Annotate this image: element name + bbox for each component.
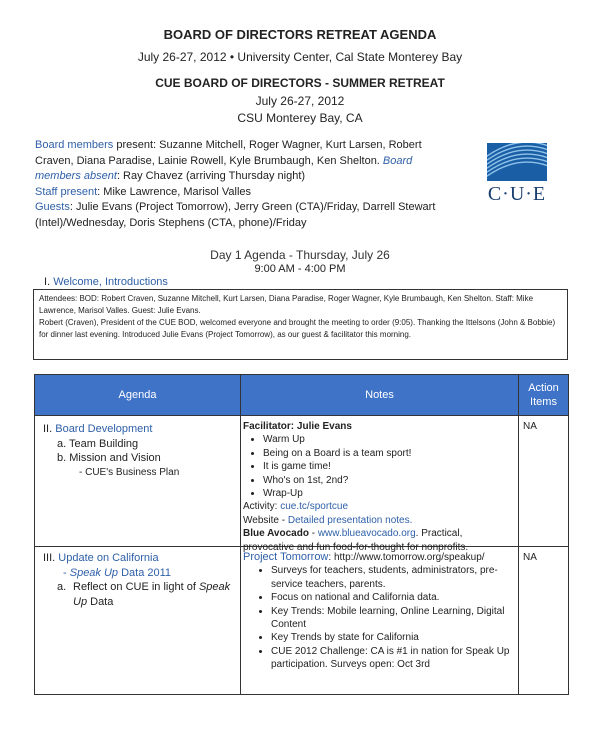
board-absent-text: : Ray Chavez (arriving Thursday night) bbox=[116, 170, 306, 183]
board-members-label: Board members bbox=[35, 139, 114, 151]
logo-graphic bbox=[487, 143, 547, 181]
row1-item-letter: a. bbox=[57, 437, 67, 450]
document-subtitle: July 26-27, 2012 • University Center, Cal State Monterey Bay bbox=[137, 50, 463, 64]
row1-website bbox=[243, 514, 515, 527]
day1-heading: Day 1 Agenda - Thursday, July 26 bbox=[210, 248, 390, 262]
day1-time: 9:00 AM - 4:00 PM bbox=[254, 263, 346, 275]
row1-item-letter: b. bbox=[57, 452, 67, 464]
notes-header: Notes bbox=[241, 375, 518, 415]
presentation-notes-link[interactable]: Detailed presentation notes. bbox=[287, 514, 413, 526]
blueavocado-link[interactable]: www.blueavocado.org bbox=[317, 528, 416, 540]
activity-link[interactable]: cue.tc/sportcue bbox=[280, 501, 349, 513]
row2-sub-rest: Data 2011 bbox=[118, 566, 172, 579]
staff-label: Staff present bbox=[35, 185, 98, 198]
attendance-block bbox=[35, 138, 455, 232]
row1-item bbox=[43, 451, 238, 466]
list-item: • Being on a Board is a team sport! bbox=[263, 447, 515, 460]
row1-item bbox=[43, 437, 238, 452]
avocado-text: . Practical, provocative and fun food-for-thought for nonprofits. bbox=[243, 528, 469, 553]
retreat-location: CSU Monterey Bay, CA bbox=[237, 111, 363, 125]
row1-item-text: Mission and Vision bbox=[69, 452, 161, 464]
retreat-title: CUE BOARD OF DIRECTORS - SUMMER RETREAT bbox=[155, 76, 445, 90]
row1-subitem: - CUE's Business Plan bbox=[79, 466, 180, 478]
row2-sub-dash: - bbox=[63, 566, 70, 579]
row1-facilitator: Facilitator: Julie Evans bbox=[243, 421, 352, 432]
row1-item-text: Team Building bbox=[69, 437, 139, 450]
agenda-table bbox=[34, 374, 569, 695]
website-label: Website - bbox=[243, 514, 288, 526]
action-header: Action Items bbox=[519, 375, 568, 415]
avocado-dash: - bbox=[308, 528, 318, 540]
agenda-header: Agenda bbox=[35, 375, 240, 415]
row1-numeral: II. bbox=[43, 423, 53, 435]
document-title: BOARD OF DIRECTORS RETREAT AGENDA bbox=[163, 27, 437, 42]
retreat-dates: July 26-27, 2012 bbox=[255, 94, 345, 108]
row2-item-letter: a. bbox=[57, 581, 67, 593]
row1-action: NA bbox=[523, 421, 537, 432]
row2-notes bbox=[243, 551, 515, 672]
list-item: • Focus on national and California data. bbox=[271, 591, 515, 604]
list-item: • Key Trends: Mobile learning, Online Learning, Digital Content bbox=[271, 605, 515, 632]
column-divider bbox=[518, 375, 519, 694]
list-item: • Surveys for teachers, students, administrators, pre-service teachers, parents. bbox=[271, 564, 515, 591]
row1-agenda bbox=[43, 422, 238, 480]
row2-item-text bbox=[73, 580, 233, 609]
row2-numeral: III. bbox=[43, 552, 56, 564]
row2-item bbox=[43, 580, 238, 609]
list-item: • Wrap-Up bbox=[263, 487, 515, 500]
row2-item-text-2: Data bbox=[87, 595, 114, 608]
row-divider bbox=[35, 415, 568, 416]
avocado-label: Blue Avocado bbox=[243, 528, 309, 540]
row2-sub-italic: Speak Up bbox=[69, 566, 119, 579]
row1-title-text: Board Development bbox=[55, 423, 153, 435]
row2-item-text-1: Reflect on CUE in light of bbox=[73, 581, 199, 593]
board-members-text: present: Suzanne Mitchell, Roger Wagner, Kurt Larsen, Robert Craven, Diana Paradise, Lainie Rowell, Kyle Brumbaugh, Ken Shelton. bbox=[35, 139, 422, 167]
column-divider bbox=[240, 375, 241, 694]
guests-label: Guests bbox=[35, 201, 70, 214]
list-item: • Warm Up bbox=[263, 433, 515, 446]
row1-activity bbox=[243, 500, 515, 513]
row2-item-italic: Speak Up bbox=[73, 581, 231, 608]
list-item: • Who's on 1st, 2nd? bbox=[263, 474, 515, 487]
activity-label: Activity: bbox=[243, 501, 281, 513]
board-absent-label: Board members absent bbox=[35, 154, 413, 183]
cue-logo bbox=[487, 143, 547, 209]
project-tomorrow-url: : http://www.tomorrow.org/speakup/ bbox=[328, 552, 485, 563]
row2-project-tomorrow bbox=[243, 551, 515, 564]
welcome-notes: Attendees: BOD: Robert Craven, Suzanne Mitchell, Kurt Larsen, Diana Paradise, Roger Wagner, Kyle Brumbaugh, Ken Shelton. Staff: Mike Lawrence, Marisol Valles. Guest: Julie Evans. Robert (Craven), President of the CUE BOD, welcomed everyone and brought the meeting to order (9:05). Thanking the Ittelsons (John & Bobbie) for dinner last evening. Introduced Julie Evans (Project Tomorrow), as our guest & facilitator this morning. bbox=[33, 289, 568, 360]
row2-title-text: Update on California bbox=[58, 552, 159, 564]
row1-title bbox=[43, 422, 238, 437]
list-item: • It is game time! bbox=[263, 460, 515, 473]
welcome-heading bbox=[44, 276, 168, 288]
list-item: • Key Trends by state for California bbox=[271, 631, 515, 644]
row2-action: NA bbox=[523, 552, 537, 563]
project-tomorrow-label: Project Tomorrow bbox=[243, 551, 329, 563]
logo-lettering: C·U·E bbox=[487, 183, 547, 205]
welcome-numeral: I. bbox=[44, 276, 51, 288]
row2-agenda bbox=[43, 551, 238, 609]
row1-bullet-list bbox=[243, 433, 515, 500]
row2-title bbox=[43, 551, 238, 566]
row1-notes bbox=[243, 420, 515, 554]
guests-text: : Julie Evans (Project Tomorrow), Jerry Green (CTA)/Friday, Darrell Stewart (Intel)/Wednesday, Doris Stephens (CTA, phone)/Friday bbox=[35, 201, 436, 229]
staff-text: : Mike Lawrence, Marisol Valles bbox=[97, 185, 252, 198]
row2-bullet-list bbox=[243, 564, 515, 671]
row2-subitem bbox=[43, 566, 238, 581]
welcome-label: Welcome, Introductions bbox=[53, 276, 168, 288]
list-item: • CUE 2012 Challenge: CA is #1 in nation for Speak Up participation. Surveys open: Oct 3rd bbox=[271, 645, 515, 672]
